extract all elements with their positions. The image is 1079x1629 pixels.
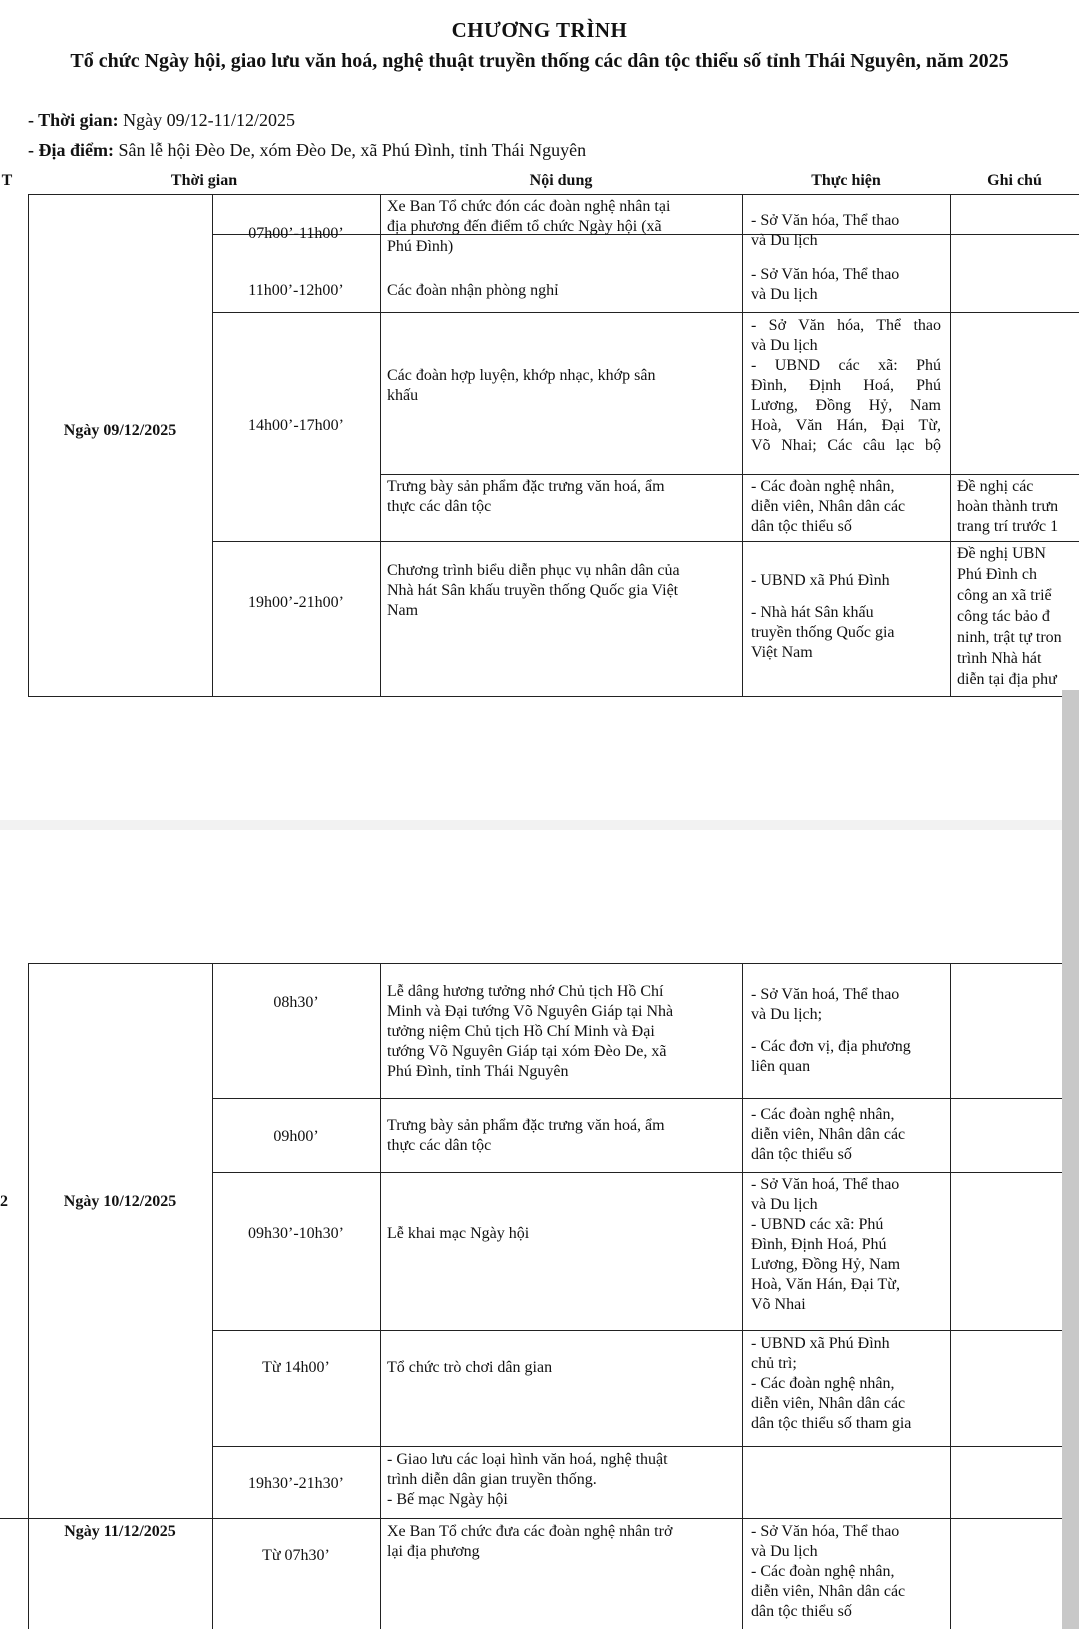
document-title: CHƯƠNG TRÌNH [451, 18, 628, 42]
page-separator [0, 820, 1079, 830]
performer-cell: - Sở Văn hóa, Thể thao và Du lịch - UBND các xã: Phú Đình, Định Hoá, Phú Lương, Đồng Hỷ, Nam Hoà, Văn Hán, Đại Từ, Võ Nhai; Các câu lạc bộ [751, 317, 941, 454]
content-cell: Tổ chức trò chơi dân gian [387, 1359, 553, 1376]
performer-cell: - UBND xã Phú Đình chủ trì; - Các đoàn nghệ nhân, diễn viên, Nhân dân các dân tộc thiểu số tham gia [751, 1335, 912, 1432]
table-line [28, 194, 29, 696]
time-cell: 08h30’ [273, 994, 319, 1011]
table-line [212, 541, 1079, 542]
time-cell: Từ 14h00’ [262, 1359, 330, 1376]
place-info [28, 140, 586, 161]
table-line [212, 1098, 1062, 1099]
time-cell: Từ 07h30’ [262, 1547, 330, 1564]
day-cell: Ngày 10/12/2025 [63, 1193, 177, 1210]
header-time: Thời gian [170, 172, 238, 189]
performer-cell: - Sở Văn hóa, Thể thao và Du lịch - Các đoàn nghệ nhân, diễn viên, Nhân dân các dân tộc thiểu số [751, 1523, 906, 1620]
time-cell: 14h00’-17h00’ [248, 417, 344, 434]
table-line [0, 1518, 1062, 1519]
table-line [212, 312, 1079, 313]
day-cell: Ngày 09/12/2025 [63, 422, 177, 439]
content-cell: Trưng bày sản phẩm đặc trưng văn hoá, ẩm thực các dân tộc [387, 1117, 665, 1154]
time-cell: 09h00’ [273, 1128, 319, 1145]
table-line [380, 474, 1079, 475]
table-line [742, 963, 743, 1629]
table-line [212, 1172, 1062, 1173]
time-value: Ngày 09/12-11/12/2025 [118, 110, 295, 130]
table-line [742, 194, 743, 696]
scrollbar[interactable] [1062, 690, 1079, 1629]
content-cell: Xe Ban Tổ chức đón các đoàn nghệ nhân tại địa phương đến điểm tổ chức Ngày hội (xã Phú Đình) [387, 198, 671, 255]
table-line [380, 194, 381, 696]
content-cell: Lễ khai mạc Ngày hội [387, 1225, 530, 1242]
document-subtitle: Tổ chức Ngày hội, giao lưu văn hoá, nghệ thuật truyền thống các dân tộc thiểu số tỉnh Thái Nguyên, năm 2025 [70, 50, 1009, 72]
time-cell: 11h00’-12h00’ [248, 282, 344, 299]
performer-cell: - Sở Văn hoá, Thể thao và Du lịch; - Các đơn vị, địa phương liên quan [751, 986, 911, 1075]
place-value: Sân lễ hội Đèo De, xóm Đèo De, xã Phú Đình, tỉnh Thái Nguyên [113, 140, 587, 160]
table-line [28, 963, 1062, 964]
performer-cell: - Sở Văn hoá, Thể thao và Du lịch - UBND các xã: Phú Đình, Định Hoá, Phú Lương, Đồng Hỷ, Nam Hoà, Văn Hán, Đại Từ, Võ Nhai [751, 1176, 901, 1313]
time-cell: 19h30’-21h30’ [248, 1475, 344, 1492]
table-line [28, 696, 1079, 697]
performer-cell: - UBND xã Phú Đình - Nhà hát Sân khấu truyền thống Quốc gia Việt Nam [751, 572, 895, 661]
content-cell: Các đoàn hợp luyện, khớp nhạc, khớp sân khấu [387, 367, 656, 404]
content-cell: Trưng bày sản phẩm đặc trưng văn hoá, ẩm thực các dân tộc [387, 478, 665, 515]
content-cell: - Giao lưu các loại hình văn hoá, nghệ thuật trình diễn dân gian truyền thống. - Bế mạc Ngày hội [387, 1451, 668, 1508]
time-info [28, 110, 295, 131]
header-performer: Thực hiện [811, 172, 881, 189]
content-cell: Chương trình biểu diễn phục vụ nhân dân của Nhà hát Sân khấu truyền thống Quốc gia Việt Nam [387, 562, 680, 619]
header-stt: T [1, 172, 13, 189]
table-line [950, 963, 951, 1629]
content-cell: Xe Ban Tổ chức đưa các đoàn nghệ nhân trở lại địa phương [387, 1523, 673, 1560]
content-cell: Lễ dâng hương tưởng nhớ Chủ tịch Hồ Chí Minh và Đại tướng Võ Nguyên Giáp tại Nhà tưởng niệm Chủ tịch Hồ Chí Minh và Đại tướng Võ Nguyên Giáp tại xóm Đèo De, xã Phú Đình, tỉnh Thái Nguyên [387, 983, 674, 1080]
performer-cell: - Sở Văn hóa, Thể thao và Du lịch [751, 266, 900, 303]
day-cell: Ngày 11/12/2025 [64, 1523, 176, 1540]
content-cell: Các đoàn nhận phòng nghỉ [387, 282, 559, 299]
performer-cell: - Sở Văn hóa, Thể thao và Du lịch [751, 212, 900, 249]
table-line [212, 194, 213, 696]
table-line [950, 194, 951, 696]
table-line [212, 1446, 1062, 1447]
stt-cell: 2 [0, 1193, 8, 1210]
table-line [212, 1330, 1062, 1331]
table-line [28, 194, 1079, 195]
note-cell: Đề nghị UBN Phú Đình ch công an xã triể công tác bảo đ ninh, trật tự tron trình Nhà hát diễn tại địa phư [957, 545, 1062, 688]
time-cell: 19h00’-21h00’ [248, 594, 344, 611]
performer-cell: - Các đoàn nghệ nhân, diễn viên, Nhân dân các dân tộc thiểu số [751, 478, 906, 535]
note-cell: Đề nghị các hoàn thành trưn trang trí trước 1 [957, 478, 1059, 535]
header-note: Ghi chú [987, 172, 1042, 189]
table-line [212, 963, 213, 1629]
time-cell: 09h30’-10h30’ [248, 1225, 344, 1242]
time-cell: 07h00’-11h00’ [248, 225, 344, 242]
table-line [380, 963, 381, 1629]
performer-cell: - Các đoàn nghệ nhân, diễn viên, Nhân dân các dân tộc thiểu số [751, 1106, 906, 1163]
time-label: - Thời gian: [28, 110, 119, 130]
header-content: Nội dung [529, 172, 593, 189]
place-label: - Địa điểm: [28, 140, 114, 160]
